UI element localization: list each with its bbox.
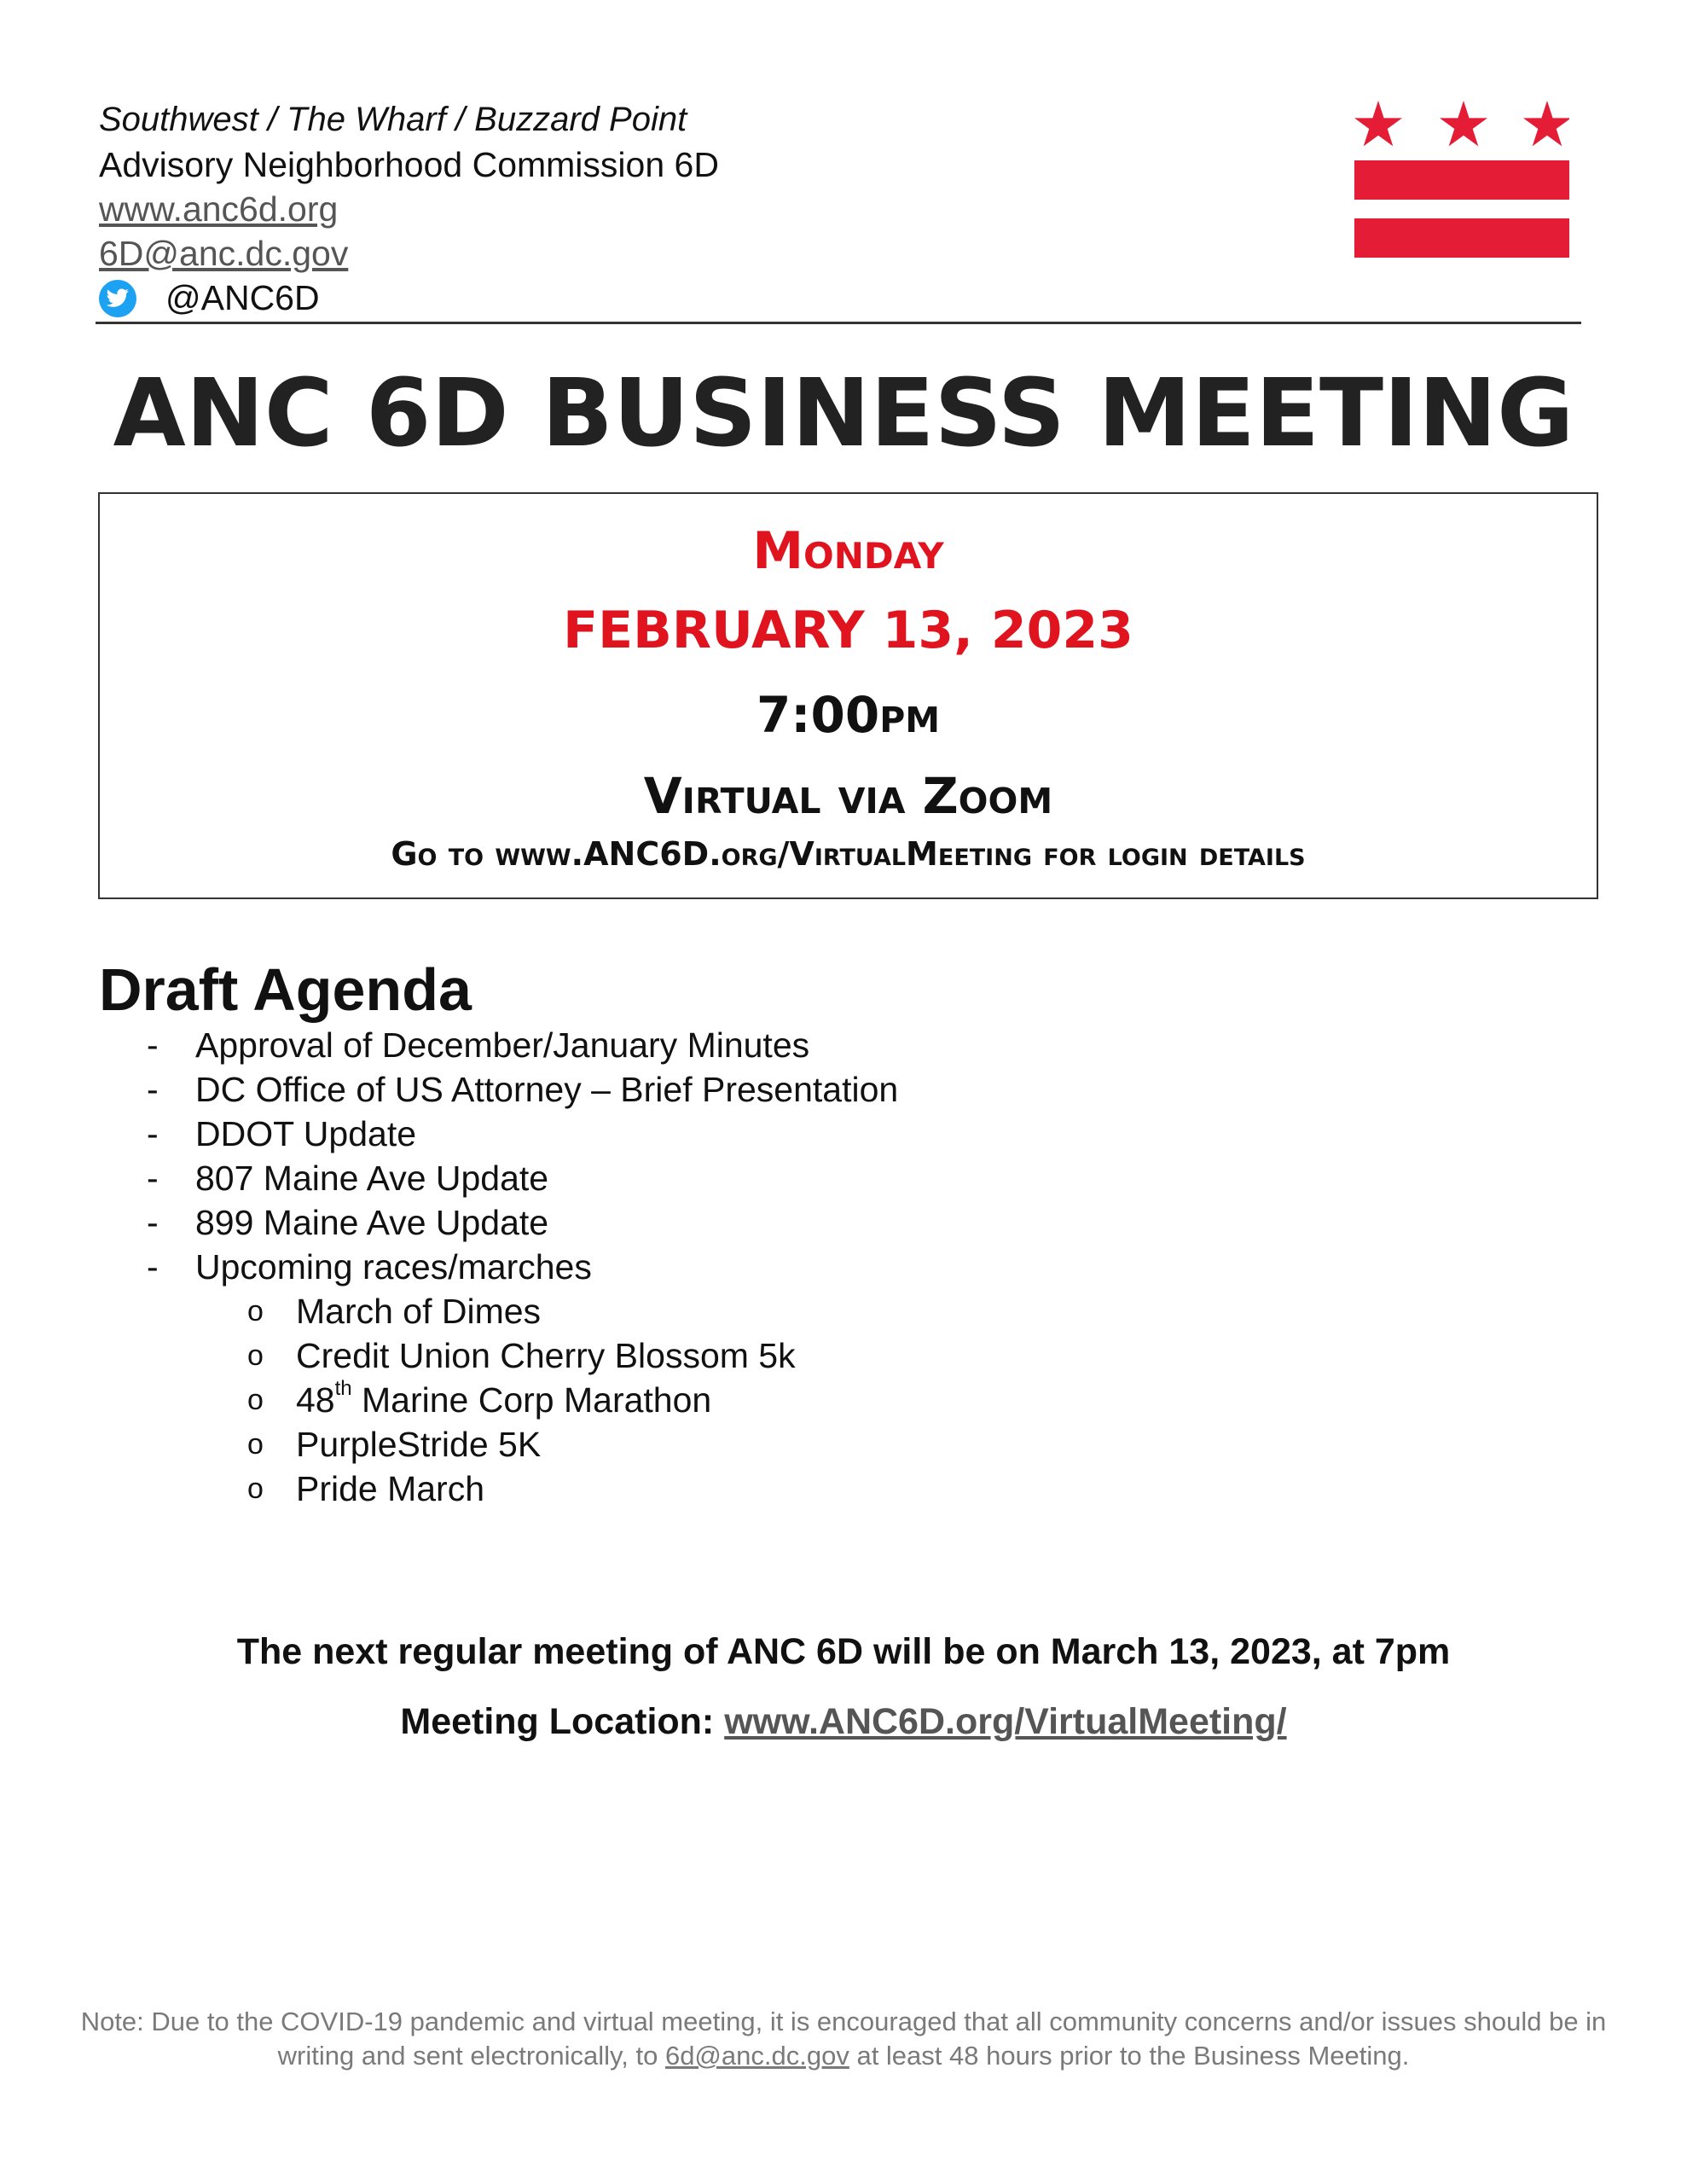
agenda-bullet: -	[147, 1203, 159, 1242]
note-email-link[interactable]: 6d@anc.dc.gov	[664, 2041, 849, 2071]
meeting-day: Monday	[752, 521, 944, 581]
meeting-venue: Virtual via Zoom	[643, 767, 1053, 825]
flag-bar-bottom	[1354, 218, 1569, 258]
marathon-name: Marine Corp Marathon	[351, 1380, 712, 1420]
commission-name: Advisory Neighborhood Commission 6D	[99, 145, 719, 184]
note-text-pre: writing and sent electronically, to	[277, 2041, 665, 2071]
meeting-location-link[interactable]: www.ANC6D.org/VirtualMeeting/	[724, 1701, 1287, 1742]
page-title: ANC 6D BUSINESS MEETING	[113, 358, 1574, 468]
sub-bullet: o	[247, 1472, 264, 1505]
next-meeting-notice: The next regular meeting of ANC 6D will be on March 13, 2023, at 7pm	[236, 1631, 1451, 1672]
marathon-ordinal: th	[334, 1377, 352, 1400]
flag-star-middle	[1440, 101, 1487, 146]
sub-bullet: o	[247, 1428, 264, 1461]
flag-star-left	[1354, 101, 1402, 146]
website-link[interactable]: www.anc6d.org	[99, 189, 339, 229]
agenda-bullet: -	[147, 1159, 159, 1198]
flag-bar-top	[1354, 160, 1569, 200]
covid-note-line2	[0, 2041, 1687, 2071]
twitter-bird-icon	[99, 280, 136, 317]
agenda-heading: Draft Agenda	[99, 956, 472, 1023]
meeting-location	[0, 1701, 1687, 1743]
sub-item-text: Pride March	[296, 1469, 485, 1508]
twitter-handle[interactable]	[99, 278, 320, 318]
sub-item-text: PurpleStride 5K	[296, 1425, 542, 1464]
email-link[interactable]: 6D@anc.dc.gov	[99, 234, 349, 273]
sub-item-text: Credit Union Cherry Blossom 5k	[296, 1336, 796, 1375]
agenda-bullet: -	[147, 1247, 159, 1287]
agenda-item-text: DDOT Update	[195, 1114, 417, 1153]
sub-bullet: o	[247, 1339, 264, 1372]
marathon-number: 48	[296, 1380, 335, 1420]
sub-bullet: o	[247, 1295, 264, 1327]
agenda-bullet: -	[147, 1114, 159, 1153]
agenda-item-text: DC Office of US Attorney – Brief Presentation	[195, 1070, 899, 1109]
twitter-handle-text: @ANC6D	[165, 278, 320, 317]
agenda-item-text: 807 Maine Ave Update	[195, 1159, 549, 1198]
agenda-item-text: Approval of December/January Minutes	[195, 1025, 810, 1065]
sub-item-text	[296, 1377, 712, 1420]
dc-flag-icon	[1354, 101, 1569, 258]
agenda-item-text: 899 Maine Ave Update	[195, 1203, 549, 1242]
meeting-time: 7:00pm	[756, 686, 941, 744]
note-text-post: at least 48 hours prior to the Business Meeting.	[849, 2041, 1410, 2071]
covid-note-line1: Note: Due to the COVID-19 pandemic and virtual meeting, it is encouraged that all community concerns and/or issues should be in	[80, 2007, 1607, 2036]
agenda-item-text: Upcoming races/marches	[195, 1247, 592, 1287]
login-instructions: Go to www.ANC6D.org/VirtualMeeting for login details	[391, 835, 1306, 873]
sub-item-text: March of Dimes	[296, 1292, 542, 1331]
meeting-location-label: Meeting Location:	[400, 1701, 725, 1742]
commission-tagline: Southwest / The Wharf / Buzzard Point	[99, 101, 687, 138]
sub-bullet: o	[247, 1384, 264, 1416]
agenda-bullet: -	[147, 1025, 159, 1065]
flag-star-right	[1523, 101, 1569, 146]
agenda-bullet: -	[147, 1070, 159, 1109]
meeting-details-box	[98, 492, 1598, 899]
meeting-date: FEBRUARY 13, 2023	[563, 601, 1133, 660]
header-divider	[96, 322, 1581, 324]
